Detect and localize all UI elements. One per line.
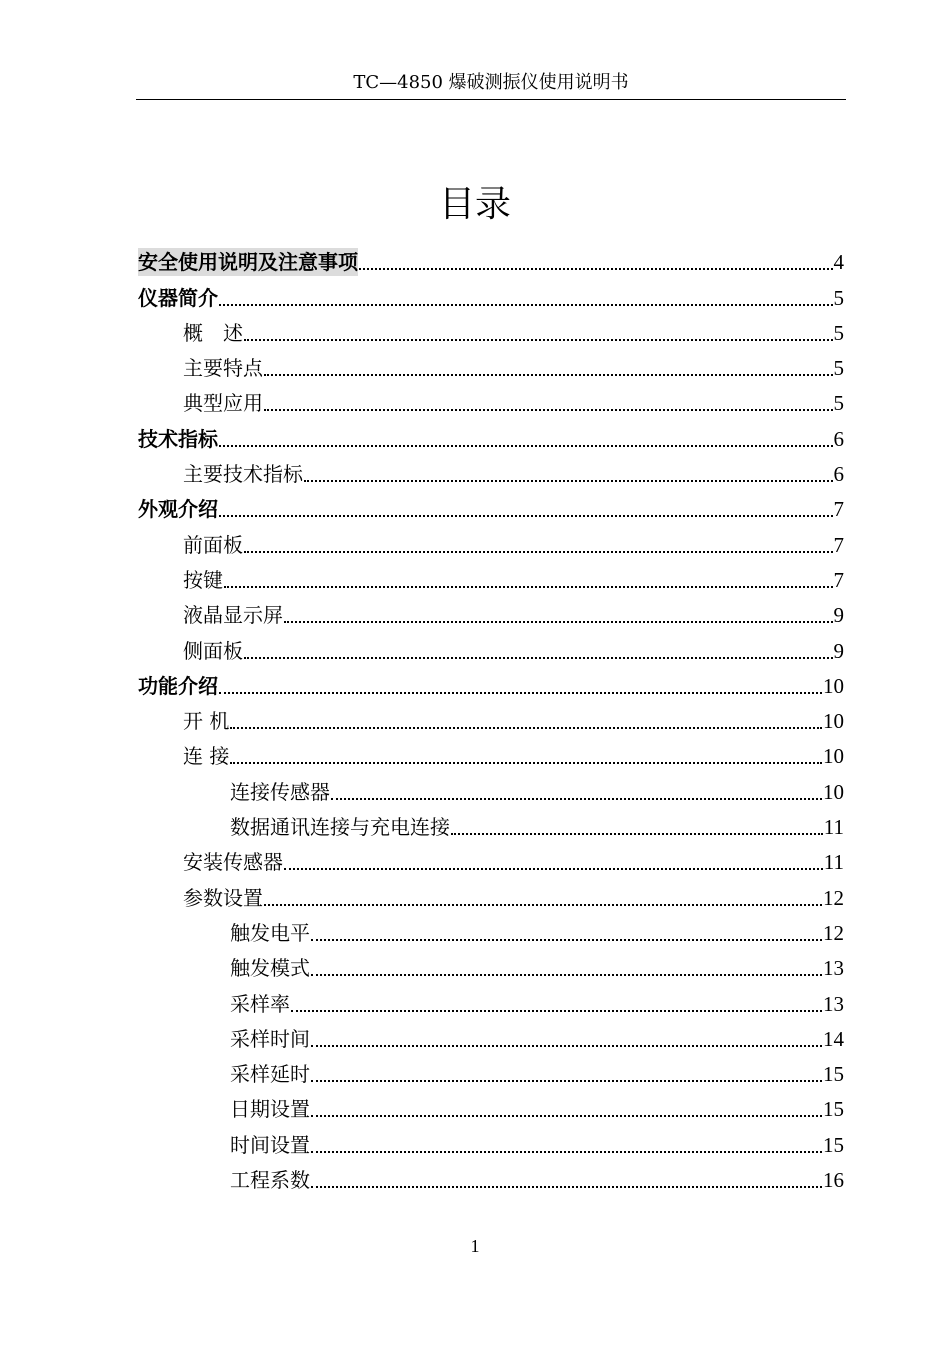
toc-leader-dots bbox=[311, 972, 822, 976]
toc-entry-page: 11 bbox=[823, 815, 844, 840]
page-title: 目录 bbox=[438, 184, 511, 225]
toc-entry-page: 4 bbox=[833, 250, 844, 275]
toc-leader-dots bbox=[219, 302, 833, 306]
toc-entry-label: 触发模式 bbox=[230, 956, 310, 981]
toc-leader-dots bbox=[291, 1008, 822, 1012]
toc-entry-page: 5 bbox=[833, 391, 844, 416]
toc-leader-dots bbox=[264, 407, 833, 411]
toc-entry[interactable] bbox=[138, 982, 844, 1017]
toc-entry-label: 时间设置 bbox=[230, 1132, 310, 1157]
toc-leader-dots bbox=[311, 1149, 822, 1153]
toc-leader-dots bbox=[244, 549, 833, 553]
toc-leader-dots bbox=[359, 266, 833, 270]
toc-entry-label: 参数设置 bbox=[183, 885, 263, 910]
toc-entry-page: 10 bbox=[823, 709, 844, 734]
toc-entry-label: 安装传感器 bbox=[183, 850, 283, 875]
toc-entry-page: 10 bbox=[823, 779, 844, 804]
toc-entry-page: 6 bbox=[833, 426, 844, 451]
toc-leader-dots bbox=[264, 372, 833, 376]
toc-entry[interactable] bbox=[138, 912, 844, 947]
toc-leader-dots bbox=[311, 1184, 822, 1188]
toc-entry[interactable] bbox=[138, 559, 844, 594]
toc-entry-page: 12 bbox=[823, 885, 844, 910]
toc-entry-page: 13 bbox=[823, 956, 844, 981]
toc-entry-label: 外观介绍 bbox=[138, 497, 218, 522]
toc-entry-label: 开 机 bbox=[183, 709, 230, 734]
toc-entry[interactable] bbox=[138, 735, 844, 770]
toc-entry[interactable] bbox=[138, 1018, 844, 1053]
toc-entry-page: 12 bbox=[823, 920, 844, 945]
toc-entry-page: 9 bbox=[833, 603, 844, 628]
toc-entry[interactable] bbox=[138, 523, 844, 558]
toc-entry-label: 概 述 bbox=[183, 320, 243, 345]
running-header: TC—4850 爆破测振仪使用说明书 bbox=[353, 72, 629, 93]
toc-entry-page: 15 bbox=[823, 1097, 844, 1122]
toc-entry[interactable] bbox=[138, 629, 844, 664]
toc-entry-page: 16 bbox=[823, 1168, 844, 1193]
toc-leader-dots bbox=[244, 655, 833, 659]
toc-entry-label: 连 接 bbox=[183, 744, 230, 769]
toc-entry-label: 安全使用说明及注意事项 bbox=[138, 250, 358, 275]
toc-entry-label: 日期设置 bbox=[230, 1097, 310, 1122]
toc-leader-dots bbox=[311, 1078, 822, 1082]
toc-entry[interactable] bbox=[138, 665, 844, 700]
toc-entry[interactable] bbox=[138, 1123, 844, 1158]
toc-leader-dots bbox=[230, 760, 822, 764]
toc-leader-dots bbox=[264, 902, 822, 906]
toc-entry[interactable] bbox=[138, 312, 844, 347]
toc-leader-dots bbox=[311, 937, 822, 941]
toc-entry-label: 按键 bbox=[183, 567, 223, 592]
toc-leader-dots bbox=[244, 337, 833, 341]
toc-entry[interactable] bbox=[138, 841, 844, 876]
toc-entry-page: 14 bbox=[823, 1026, 844, 1051]
toc-leader-dots bbox=[451, 831, 823, 835]
toc-leader-dots bbox=[284, 866, 823, 870]
toc-leader-dots bbox=[331, 796, 822, 800]
toc-entry-label: 连接传感器 bbox=[230, 779, 330, 804]
toc-leader-dots bbox=[311, 1043, 822, 1047]
header-rule bbox=[136, 99, 846, 100]
toc-entry-page: 5 bbox=[833, 356, 844, 381]
toc-leader-dots bbox=[224, 584, 833, 588]
toc-entry-label: 数据通讯连接与充电连接 bbox=[230, 815, 450, 840]
page-number: 1 bbox=[470, 1236, 480, 1256]
toc-entry-page: 15 bbox=[823, 1132, 844, 1157]
toc-entry[interactable] bbox=[138, 770, 844, 805]
toc-entry-label: 技术指标 bbox=[138, 426, 218, 451]
toc-entry-label: 采样时间 bbox=[230, 1026, 310, 1051]
toc-entry-label: 液晶显示屏 bbox=[183, 603, 283, 628]
toc-leader-dots bbox=[230, 725, 822, 729]
toc-entry-label: 采样率 bbox=[230, 991, 290, 1016]
toc-entry-label: 工程系数 bbox=[230, 1168, 310, 1193]
toc-entry-page: 15 bbox=[823, 1062, 844, 1087]
toc-entry-label: 侧面板 bbox=[183, 638, 243, 663]
toc-entry-page: 11 bbox=[823, 850, 844, 875]
toc-entry-label: 功能介绍 bbox=[138, 673, 218, 698]
toc-leader-dots bbox=[219, 513, 833, 517]
toc-entry[interactable] bbox=[138, 947, 844, 982]
toc-entry-page: 7 bbox=[833, 567, 844, 592]
toc-entry[interactable] bbox=[138, 241, 844, 276]
toc-entry[interactable] bbox=[138, 382, 844, 417]
toc-entry-label: 典型应用 bbox=[183, 391, 263, 416]
toc-entry[interactable] bbox=[138, 1088, 844, 1123]
toc-leader-dots bbox=[304, 478, 833, 482]
toc-leader-dots bbox=[219, 443, 833, 447]
toc-entry[interactable] bbox=[138, 594, 844, 629]
toc-entry[interactable] bbox=[138, 876, 844, 911]
toc-entry[interactable] bbox=[138, 1159, 844, 1194]
toc-entry[interactable] bbox=[138, 347, 844, 382]
toc-entry[interactable] bbox=[138, 806, 844, 841]
toc-entry-label: 主要特点 bbox=[183, 356, 263, 381]
toc-entry-page: 7 bbox=[833, 532, 844, 557]
toc-leader-dots bbox=[219, 690, 822, 694]
toc-leader-dots bbox=[311, 1113, 822, 1117]
toc-entry[interactable] bbox=[138, 417, 844, 452]
toc-entry-page: 9 bbox=[833, 638, 844, 663]
toc-entry[interactable] bbox=[138, 276, 844, 311]
toc-entry[interactable] bbox=[138, 488, 844, 523]
toc-entry-page: 7 bbox=[833, 497, 844, 522]
toc-entry[interactable] bbox=[138, 453, 844, 488]
toc-entry-label: 主要技术指标 bbox=[183, 462, 303, 487]
toc-entry[interactable] bbox=[138, 1053, 844, 1088]
toc-entry-label: 前面板 bbox=[183, 532, 243, 557]
toc-entry-page: 10 bbox=[823, 673, 844, 698]
toc-entry[interactable] bbox=[138, 700, 844, 735]
toc-entry-label: 仪器简介 bbox=[138, 285, 218, 310]
toc-entry-label: 采样延时 bbox=[230, 1062, 310, 1087]
toc-entry-page: 5 bbox=[833, 320, 844, 345]
toc-entry-page: 13 bbox=[823, 991, 844, 1016]
toc-entry-page: 6 bbox=[833, 462, 844, 487]
toc-entry-page: 5 bbox=[833, 285, 844, 310]
toc-entry-label: 触发电平 bbox=[230, 920, 310, 945]
toc-entry-page: 10 bbox=[823, 744, 844, 769]
table-of-contents bbox=[138, 241, 844, 1194]
toc-leader-dots bbox=[284, 619, 833, 623]
